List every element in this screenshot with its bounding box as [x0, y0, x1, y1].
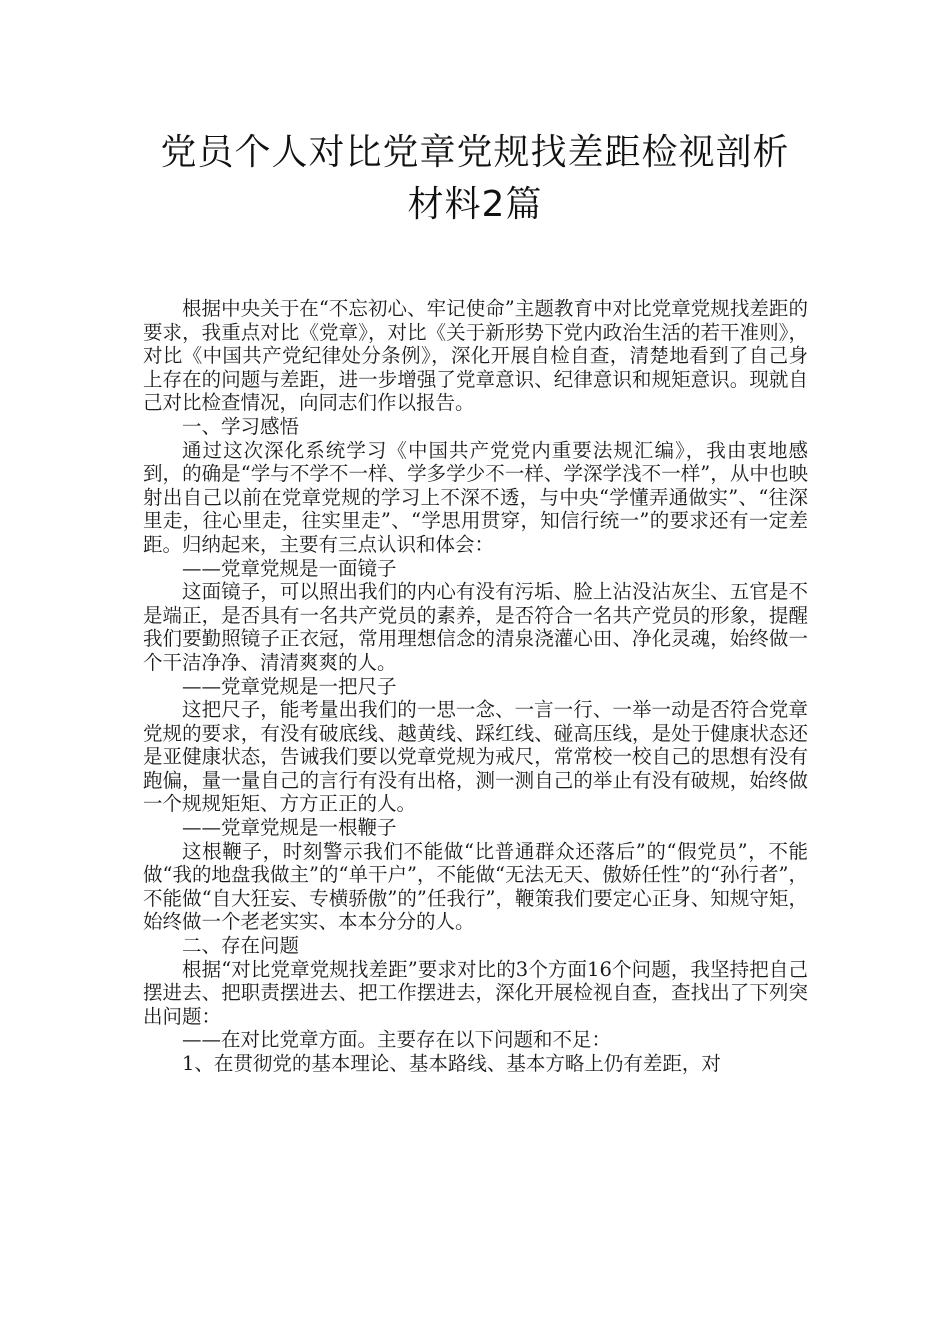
paragraph-mirror: 这面镜子，可以照出我们的内心有没有污垢、脸上沾没沾灰尘、五官是不是端正，是否具有一名共产党员的素养，是否符合一名共产党员的形象，提醒我们要勤照镜子正衣冠，常用理想信念的清泉浇灌心田、净化灵魂，始终做一个干洁净净、清清爽爽的人。 — [143, 580, 808, 674]
paragraph-intro: 根据中央关于在“不忘初心、牢记使命”主题教育中对比党章党规找差距的要求，我重点对比《党章》，对比《关于新形势下党内政治生活的若干准则》，对比《中国共产党纪律处分条例》，深化开展自检自查，清楚地看到了自己身上存在的问题与差距，进一步增强了党章意识、纪律意识和规矩意识。现就自己对比检查情况，向同志们作以报告。 — [143, 297, 808, 415]
paragraph-ruler: 这把尺子，能考量出我们的一思一念、一言一行、一举一动是否符合党章党规的要求，有没有破底线、越黄线、踩红线、碰高压线，是处于健康状态还是亚健康状态，告诫我们要以党章党规为戒尺，常常校一校自己的思想有没有跑偏，量一量自己的言行有没有出格，测一测自己的举止有没有破规，始终做一个规规矩矩、方方正正的人。 — [143, 698, 808, 816]
section-heading-1: 一、学习感悟 — [182, 414, 300, 438]
paragraph-study: 通过这次深化系统学习《中国共产党党内重要法规汇编》，我由衷地感到，的确是“学与不学不一样、学多学少不一样、学深学浅不一样”，从中也映射出自己以前在党章党规的学习上不深不透，与中央“学懂弄通做实”、“往深里走，往心里走，往实里走”、“学思用贯穿，知信行统一”的要求还有一定差距。归纳起来，主要有三点认识和体会： — [143, 438, 808, 556]
title-line-1: 党员个人对比党章党规找差距检视剖析 — [160, 132, 790, 173]
title-line-2: 材料2篇 — [407, 184, 543, 225]
paragraph-whip: 这根鞭子，时刻警示我们不能做“比普通群众还落后”的“假党员”，不能做“我的地盘我做主”的“单干户”，不能做“无法无天、傲娇任性”的“孙行者”，不能做“自大狂妄、专横骄傲”的”任我行”，鞭策我们要定心正身、知规守矩，始终做一个老老实实、本本分分的人。 — [143, 839, 808, 934]
subheading-ruler: ——党章党规是一把尺子 — [182, 674, 397, 698]
document-title — [100, 127, 850, 231]
paragraph-problems: 根据“对比党章党规找差距”要求对比的3个方面16个问题，我坚持把自己摆进去、把职责摆进去、把工作摆进去，深化开展检视自查，查找出了下列突出问题： — [143, 957, 808, 1028]
subheading-party-constitution: ——在对比党章方面。主要存在以下问题和不足： — [182, 1028, 612, 1052]
subheading-mirror: ——党章党规是一面镜子 — [182, 556, 397, 580]
subheading-whip: ——党章党规是一根鞭子 — [182, 816, 397, 840]
document-body — [143, 297, 808, 1076]
section-heading-2: 二、存在问题 — [182, 934, 300, 958]
list-item-1: 1、在贯彻党的基本理论、基本路线、基本方略上仍有差距，对 — [182, 1052, 721, 1075]
